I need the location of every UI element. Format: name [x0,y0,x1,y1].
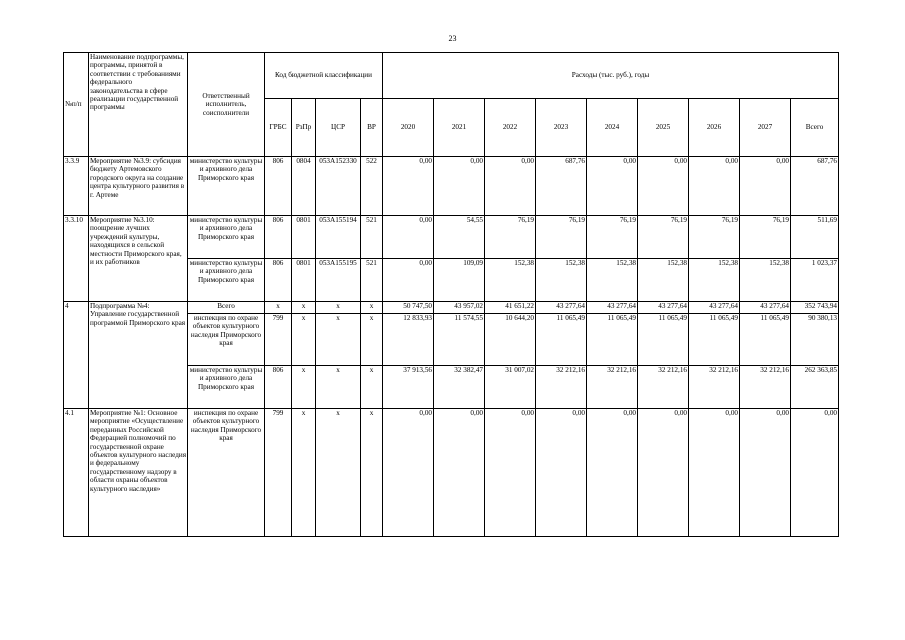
row-grbs: 799 [265,314,292,366]
header-executor: Ответственный исполнитель, соисполнители [188,53,265,157]
row-value: 37 913,56 [383,366,434,409]
row-value: 0,00 [689,157,740,216]
row-name: Мероприятие №3.9: субсидия бюджету Артемовского городского округа на создание центра культурного развития в г. Артеме [89,157,188,216]
row-value: 109,09 [434,259,485,302]
row-value: 32 382,47 [434,366,485,409]
row-executor: министерство культуры и архивного дела Приморского края [188,366,265,409]
row-value: 152,38 [485,259,536,302]
header-num: №п/п [64,53,89,157]
row-value: 0,00 [485,409,536,537]
row-name: Подпрограмма №4: Управление государственной программой Приморского края [89,302,188,409]
row-value: 11 065,49 [740,314,791,366]
row-value: 76,19 [587,216,638,259]
header-year: 2022 [485,99,536,157]
row-vr: x [361,366,383,409]
header-year: 2026 [689,99,740,157]
row-value: 11 065,49 [689,314,740,366]
row-value: 0,00 [638,409,689,537]
header-total: Всего [791,99,839,157]
row-value: 0,00 [383,157,434,216]
row-rzpr: x [292,314,316,366]
header-budget-code: Код бюджетной классификации [265,53,383,99]
row-value: 11 574,55 [434,314,485,366]
row-value: 152,38 [740,259,791,302]
row-vr: x [361,314,383,366]
row-num: 3.3.10 [64,216,89,302]
row-grbs: 806 [265,366,292,409]
row-value: 10 644,20 [485,314,536,366]
row-grbs: 806 [265,216,292,259]
row-value: 76,19 [638,216,689,259]
header-rzpr: РзПр [292,99,316,157]
header-year: 2027 [740,99,791,157]
row-grbs: 806 [265,157,292,216]
row-total: 262 363,85 [791,366,839,409]
header-year: 2025 [638,99,689,157]
row-total: 90 380,13 [791,314,839,366]
row-rzpr: 0804 [292,157,316,216]
row-value: 152,38 [689,259,740,302]
row-value: 0,00 [383,409,434,537]
budget-table [63,52,839,537]
row-value: 0,00 [434,157,485,216]
row-value: 43 957,02 [434,302,485,314]
row-num: 4.1 [64,409,89,537]
row-value: 152,38 [638,259,689,302]
header-year: 2023 [536,99,587,157]
row-rzpr: 0801 [292,216,316,259]
row-value: 50 747,50 [383,302,434,314]
row-value: 32 212,16 [587,366,638,409]
row-total: 352 743,94 [791,302,839,314]
row-value: 32 212,16 [638,366,689,409]
row-grbs: 806 [265,259,292,302]
row-vr: 521 [361,216,383,259]
row-name: Мероприятие №3.10: поощрение лучших учреждений культуры, находящихся в сельской местности Приморского края, и их работников [89,216,188,302]
row-value: 0,00 [740,409,791,537]
header-csr: ЦСР [316,99,361,157]
header-row-1 [64,53,839,99]
row-value: 0,00 [689,409,740,537]
row-executor: министерство культуры и архивного дела Приморского края [188,216,265,259]
row-value: 43 277,64 [740,302,791,314]
row-value: 32 212,16 [536,366,587,409]
row-value: 76,19 [740,216,791,259]
row-value: 43 277,64 [587,302,638,314]
table-row [64,409,839,537]
table-row [64,302,839,314]
row-value: 76,19 [689,216,740,259]
row-csr: x [316,409,361,537]
header-vr: ВР [361,99,383,157]
row-csr: 053А152330 [316,157,361,216]
table-row [64,157,839,216]
row-grbs: x [265,302,292,314]
row-total: 1 023,37 [791,259,839,302]
row-rzpr: x [292,409,316,537]
row-value: 0,00 [434,409,485,537]
row-total: 511,69 [791,216,839,259]
row-value: 11 065,49 [587,314,638,366]
row-value: 43 277,64 [536,302,587,314]
row-executor: министерство культуры и архивного дела Приморского края [188,259,265,302]
row-executor: инспекция по охране объектов культурного наследия Приморского края [188,409,265,537]
row-value: 0,00 [740,157,791,216]
row-rzpr: 0801 [292,259,316,302]
row-value: 0,00 [485,157,536,216]
row-value: 12 833,93 [383,314,434,366]
row-csr: 053А155194 [316,216,361,259]
header-year: 2024 [587,99,638,157]
row-value: 32 212,16 [740,366,791,409]
row-value: 0,00 [536,409,587,537]
row-value: 32 212,16 [689,366,740,409]
row-executor: Всего [188,302,265,314]
row-value: 76,19 [536,216,587,259]
row-csr: x [316,366,361,409]
header-name: Наименование подпрограммы, программы, принятой в соответствии с требованиями федерального законодательства в сфере реализации государственной программы [89,53,188,157]
row-vr: 521 [361,259,383,302]
row-vr: 522 [361,157,383,216]
row-num: 4 [64,302,89,409]
row-executor: министерство культуры и архивного дела Приморского края [188,157,265,216]
row-value: 54,55 [434,216,485,259]
row-rzpr: x [292,302,316,314]
row-value: 41 651,22 [485,302,536,314]
row-value: 0,00 [638,157,689,216]
row-value: 687,76 [536,157,587,216]
row-csr: 053А155195 [316,259,361,302]
row-rzpr: x [292,366,316,409]
row-value: 0,00 [587,409,638,537]
row-value: 152,38 [536,259,587,302]
row-num: 3.3.9 [64,157,89,216]
row-csr: x [316,302,361,314]
row-total: 0,00 [791,409,839,537]
row-value: 0,00 [383,216,434,259]
row-name: Мероприятие №1: Основное мероприятие «Осуществление переданных Российской Федерацией полномочий по государственной охране объектов культурного наследия и федеральному государственному надзору в области охраны объектов культурного наследия» [89,409,188,537]
row-value: 11 065,49 [638,314,689,366]
row-total: 687,76 [791,157,839,216]
row-value: 0,00 [383,259,434,302]
row-value: 0,00 [587,157,638,216]
row-vr: x [361,409,383,537]
row-vr: x [361,302,383,314]
header-year: 2021 [434,99,485,157]
row-executor: инспекция по охране объектов культурного наследия Приморского края [188,314,265,366]
header-expenses: Расходы (тыс. руб.), годы [383,53,839,99]
row-csr: x [316,314,361,366]
row-value: 11 065,49 [536,314,587,366]
row-value: 31 007,02 [485,366,536,409]
row-value: 43 277,64 [689,302,740,314]
row-value: 152,38 [587,259,638,302]
page-number: 23 [448,34,457,43]
header-year: 2020 [383,99,434,157]
table-row [64,216,839,259]
row-value: 43 277,64 [638,302,689,314]
header-grbs: ГРБС [265,99,292,157]
row-grbs: 799 [265,409,292,537]
row-value: 76,19 [485,216,536,259]
